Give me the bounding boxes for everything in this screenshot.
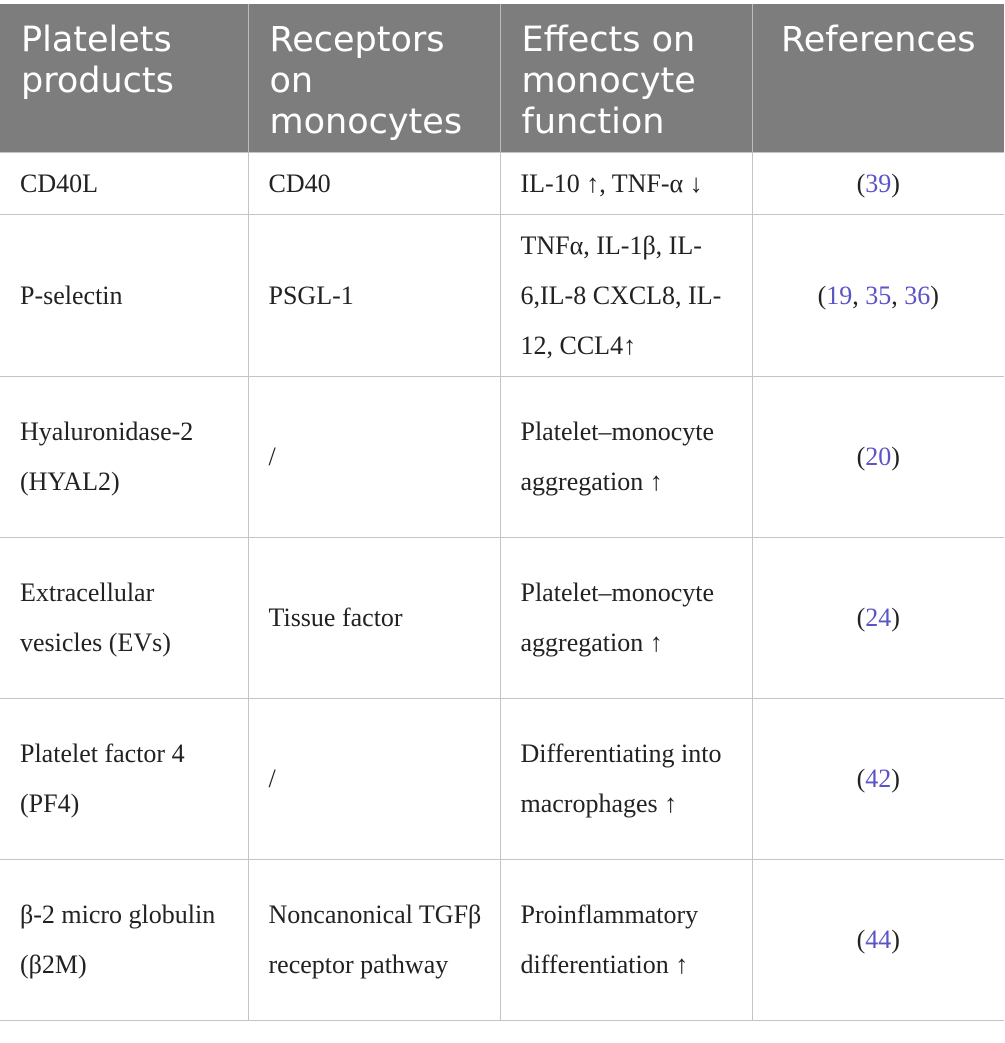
cell-receptor: CD40 — [248, 153, 500, 215]
header-receptors-on-monocytes: Receptors on monocytes — [248, 4, 500, 153]
reference-link[interactable]: 24 — [865, 603, 892, 632]
reference-link[interactable]: 39 — [865, 168, 892, 198]
cell-product: Extracellular vesicles (EVs) — [0, 538, 248, 699]
data-table — [0, 4, 1004, 1021]
cell-effect: Platelet–monocyte aggregation ↑ — [500, 538, 752, 699]
reference-link[interactable]: 36 — [904, 280, 931, 310]
cell-references: (24) — [752, 538, 1004, 699]
reference-link[interactable]: 42 — [865, 764, 892, 793]
cell-receptor: / — [248, 699, 500, 860]
cell-product: P-selectin — [0, 215, 248, 377]
cell-references: (44) — [752, 860, 1004, 1021]
cell-references: (39) — [752, 153, 1004, 215]
reference-link[interactable]: 19 — [826, 280, 853, 310]
reference-link[interactable]: 35 — [865, 280, 892, 310]
reference-link[interactable]: 20 — [865, 442, 892, 471]
cell-effect: Proinflammatory differentiation ↑ — [500, 860, 752, 1021]
cell-product: Hyaluronidase-2 (HYAL2) — [0, 377, 248, 538]
cell-product: CD40L — [0, 153, 248, 215]
cell-receptor: / — [248, 377, 500, 538]
cell-receptor: Noncanonical TGFβ receptor pathway — [248, 860, 500, 1021]
cell-effect: TNFα, IL-1β, IL-6,IL-8 CXCL8, IL-12, CCL4↑ — [500, 215, 752, 377]
header-row — [0, 4, 1004, 153]
cell-references: (42) — [752, 699, 1004, 860]
table-row — [0, 538, 1004, 699]
header-platelets-products: Platelets products — [0, 4, 248, 153]
cell-product: Platelet factor 4 (PF4) — [0, 699, 248, 860]
cell-receptor: PSGL-1 — [248, 215, 500, 377]
table-row — [0, 215, 1004, 377]
table-row — [0, 860, 1004, 1021]
cell-effect: Differentiating into macrophages ↑ — [500, 699, 752, 860]
cell-references: (19, 35, 36) — [752, 215, 1004, 377]
cell-effect: IL-10 ↑, TNF-α ↓ — [500, 153, 752, 215]
table-row — [0, 377, 1004, 538]
cell-effect: Platelet–monocyte aggregation ↑ — [500, 377, 752, 538]
cell-product: β-2 micro globulin (β2M) — [0, 860, 248, 1021]
table-row — [0, 153, 1004, 215]
reference-link[interactable]: 44 — [865, 925, 892, 954]
header-references: References — [752, 4, 1004, 153]
header-effects-on-monocyte-function: Effects on monocyte function — [500, 4, 752, 153]
cell-references: (20) — [752, 377, 1004, 538]
cell-receptor: Tissue factor — [248, 538, 500, 699]
table-row — [0, 699, 1004, 860]
